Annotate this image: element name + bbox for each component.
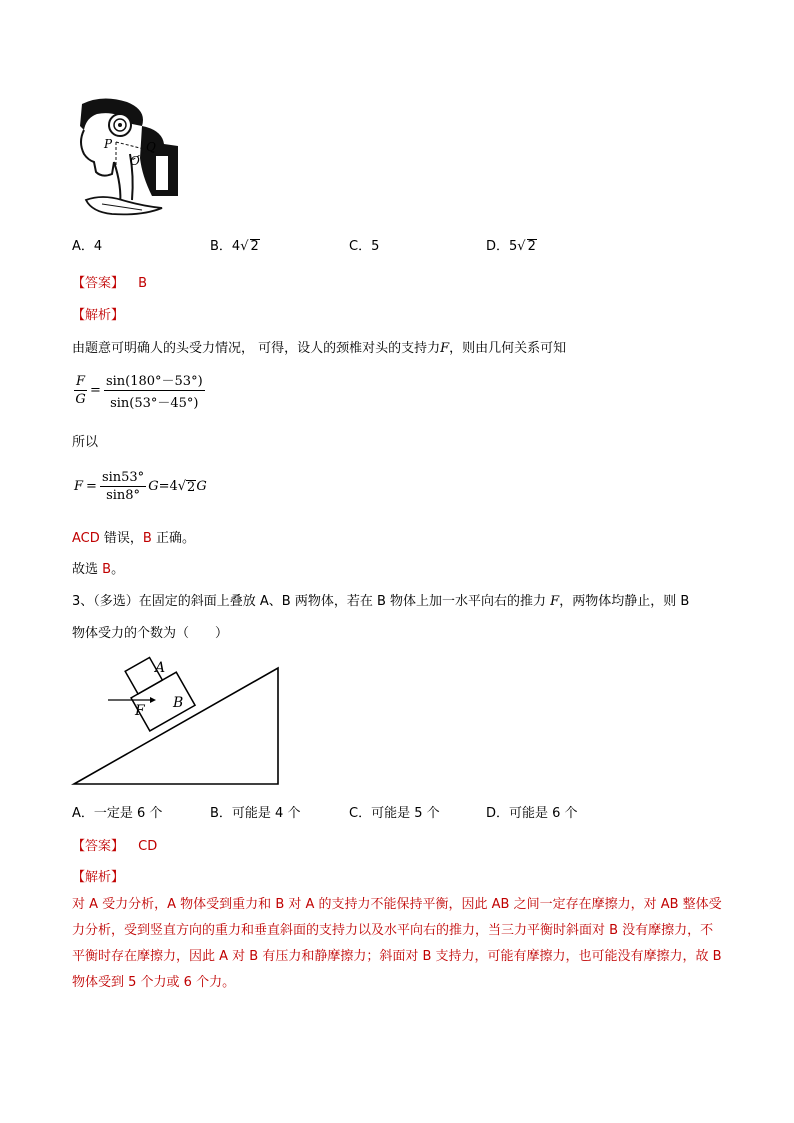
analysis-label: 【解析】 <box>72 308 125 323</box>
choice-b: B．4√ 2 <box>210 239 259 254</box>
q3-answer-value: CD <box>138 839 158 854</box>
q3-stem-line2: 物体受力的个数为（ ） <box>72 626 229 641</box>
q3-choice-b: B．可能是 4 个 <box>210 806 301 821</box>
incline-label-b: B <box>173 695 184 711</box>
figure-label-q: Q <box>146 140 156 154</box>
equation-1: $\frac{F}{G}$ = $\frac{\sin(180^\circ-53^\circ)}{\sin(53^\circ-45^\circ)}$ <box>74 370 205 411</box>
conclusion-line: ACD 错误，B 正确。 <box>72 531 195 546</box>
incline-label-f: F <box>135 703 145 719</box>
answer-line <box>72 272 147 291</box>
analysis-line: 由题意可明确人的头受力情况， 可得，设人的颈椎对头的支持力F，则由几何关系可知 <box>72 341 567 356</box>
answer-label: 【答案】 <box>72 276 125 291</box>
q3-choice-d: D．可能是 6 个 <box>486 806 578 821</box>
incline-figure <box>70 650 282 790</box>
figure-label-o: O <box>130 154 140 168</box>
choice-d: D．5√ 2 <box>486 239 536 254</box>
q3-answer-label: 【答案】 <box>72 839 125 854</box>
q3-analysis-text: 对 A 受力分析，A 物体受到重力和 B 对 A 的支持力不能保持平衡，因此 AB 之间一定存在摩擦力，对 AB 整体受力分析，受到竖直方向的重力和垂直斜面的支持力以及水平向右的推力，当三力平衡时斜面对 B 没有摩擦力，不平衡时存在摩擦力，因此 A 对 B 有压力和静摩擦力；斜面对 B 支持力，可能有摩擦力，也可能没有摩擦力，故 B 物体受到 5 个力或 6 个力。 <box>72 897 722 990</box>
equation-2: F = $\frac{\sin 53^\circ}{\sin 8^\circ}$ G =4 √ 2 G <box>74 470 207 503</box>
q3-choice-c: C．可能是 5 个 <box>349 806 440 821</box>
incline-label-a: A <box>155 660 166 676</box>
q3-choice-a: A．一定是 6 个 <box>72 806 163 821</box>
choice-c: C．5 <box>349 239 380 254</box>
figure-label-p: P <box>104 137 113 151</box>
q3-analysis-label: 【解析】 <box>72 870 125 885</box>
so-text: 所以 <box>72 435 99 450</box>
answer-value: B <box>138 276 148 291</box>
head-neck-figure <box>72 96 182 224</box>
select-line: 故选 B。 <box>72 562 125 577</box>
q3-answer-line <box>72 835 157 854</box>
q3-stem-line1: 3、（多选）在固定的斜面上叠放 A、B 两物体，若在 B 物体上加一水平向右的推力 F，两物体均静止，则 B <box>72 594 690 609</box>
choice-a: A．4 <box>72 239 103 254</box>
